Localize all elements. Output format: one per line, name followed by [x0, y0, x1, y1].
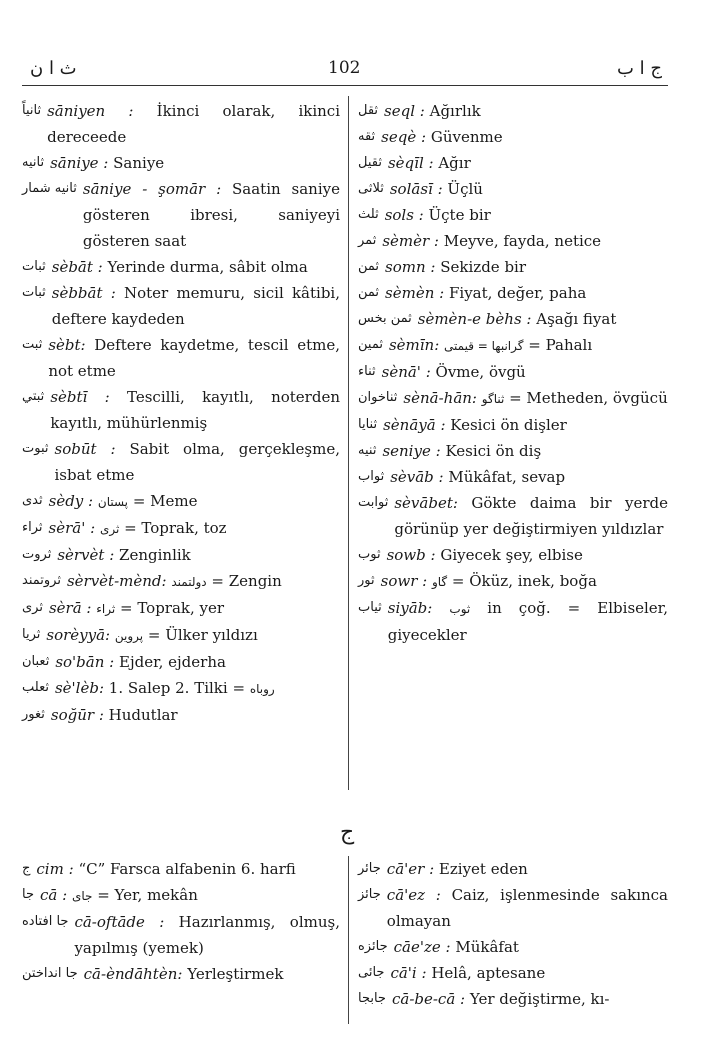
entry-arabic-word: ثريا: [22, 627, 41, 642]
entry-definition: 1. Salep 2. Tilki =: [108, 679, 246, 697]
entry-headword: sènāyā :: [383, 416, 446, 434]
entry-synonym-arabic: پروين: [114, 629, 144, 643]
entry-headword: sèmèn :: [385, 284, 445, 302]
right-column: [358, 98, 668, 648]
entry-arabic-word: ثور: [358, 573, 375, 588]
entry-headword: sèrvèt-mènd:: [66, 572, 167, 590]
entry-synonym-arabic: گرانبها = قيمتى: [444, 339, 524, 353]
entry-definition: Ejder, ejderha: [119, 653, 226, 671]
entry-headword: soğūr :: [50, 706, 104, 724]
entry-body: [46, 622, 340, 649]
entry-synonym-arabic: ثوب: [449, 602, 471, 616]
entry-definition: Helâ, aptesane: [431, 964, 546, 982]
entry-synonym-arabic: ثراء: [96, 602, 116, 616]
dictionary-entry: [358, 568, 668, 595]
right-column-section2: [358, 856, 668, 1012]
entry-definition: Hazırlanmış, olmuş, yapılmış (yemek): [74, 913, 340, 957]
entry-headword: sèbāt :: [51, 258, 103, 276]
entry-headword: sènā' :: [381, 363, 431, 381]
entry-body: [394, 490, 668, 542]
left-column-section2: [22, 856, 340, 987]
entry-arabic-word: جا افتاده: [22, 914, 69, 929]
entry-headword: solāsī :: [389, 180, 443, 198]
entry-definition: Üçte bir: [428, 206, 491, 224]
dictionary-entry: [22, 254, 340, 280]
entry-definition: in çoğ. = Elbiseler, giyecekler: [387, 599, 668, 644]
entry-arabic-word: ثبات: [22, 259, 46, 274]
entry-body: [403, 385, 668, 412]
dictionary-entry: [358, 98, 668, 124]
entry-definition: Övme, övgü: [435, 363, 526, 381]
entry-body: [418, 306, 668, 332]
entry-body: [50, 150, 340, 176]
entry-definition: Mükâfat, sevap: [448, 468, 566, 486]
entry-definition: Tescilli, kayıtlı, noterden kayıtlı, mühürlenmiş: [50, 388, 340, 432]
entry-headword: sè'lèb:: [54, 679, 104, 697]
entry-definition: = Öküz, inek, boğa: [451, 572, 597, 590]
page-number: 102: [328, 58, 361, 78]
entry-arabic-word: ثراء: [22, 520, 43, 535]
entry-definition: = Meme: [132, 492, 198, 510]
entry-headword: sowr :: [380, 572, 428, 590]
dictionary-entry: [22, 961, 340, 987]
entry-body: [55, 649, 340, 675]
entry-definition: Mükâfat: [455, 938, 519, 956]
entry-headword: siyāb:: [387, 599, 433, 617]
entry-arabic-word: ثلاثى: [358, 181, 384, 196]
header-right-letters: ج ا ب: [616, 58, 662, 79]
dictionary-entry: [358, 280, 668, 306]
entry-body: [49, 595, 340, 622]
entry-arabic-word: ثقه: [358, 129, 376, 144]
entry-synonym-arabic: روباه: [249, 682, 275, 696]
entry-body: [388, 595, 668, 648]
entry-definition: Yerinde durma, sâbit olma: [107, 258, 308, 276]
dictionary-entry: [22, 882, 340, 909]
dictionary-entry: [358, 412, 668, 438]
entry-body: [57, 542, 340, 568]
entry-arabic-word: جائز: [358, 887, 381, 902]
entry-body: [83, 176, 340, 254]
entry-headword: cāe'ze :: [393, 938, 451, 956]
entry-arabic-word: ثعلب: [22, 680, 49, 695]
dictionary-entry: [358, 176, 668, 202]
entry-definition: Kesici ön dişler: [450, 416, 567, 434]
entry-headword: somn :: [385, 258, 436, 276]
entry-headword: seql :: [384, 102, 425, 120]
page-header: [22, 58, 662, 84]
entry-definition: İkinci olarak, ikinci dereceede: [47, 102, 340, 146]
entry-arabic-word: ثبت: [22, 337, 43, 352]
entry-headword: sèbtī :: [50, 388, 110, 406]
entry-headword: sobūt :: [54, 440, 116, 458]
entry-headword: sèdy :: [48, 492, 94, 510]
entry-arabic-word: ثوب: [358, 547, 381, 562]
entry-synonym-arabic: دولتمند: [171, 575, 207, 589]
entry-definition: = Pahalı: [528, 336, 593, 354]
entry-body: [55, 436, 341, 488]
dictionary-entry: [22, 909, 340, 961]
entry-body: [382, 438, 668, 464]
entry-headword: seniye :: [382, 442, 441, 460]
dictionary-entry: [358, 306, 668, 332]
entry-body: [385, 254, 668, 280]
entry-body: [47, 98, 340, 150]
entry-body: [381, 124, 668, 150]
entry-headword: cim :: [36, 860, 74, 878]
entry-body: [390, 176, 668, 202]
entry-definition: = Toprak, yer: [119, 599, 225, 617]
section-letter: ج: [340, 820, 355, 845]
entry-headword: sènā-hān:: [403, 389, 477, 407]
dictionary-entry: [358, 882, 668, 934]
dictionary-entry: [22, 150, 340, 176]
dictionary-entry: [22, 675, 340, 702]
entry-headword: so'bān :: [55, 653, 115, 671]
dictionary-entry: [22, 488, 340, 515]
dictionary-entry: [358, 124, 668, 150]
entry-headword: cā'ez :: [386, 886, 441, 904]
left-column: [22, 98, 340, 728]
dictionary-entry: [358, 150, 668, 176]
entry-body: [36, 856, 340, 882]
entry-headword: cā-oftāde :: [74, 913, 165, 931]
entry-body: [74, 909, 340, 961]
entry-body: [382, 359, 668, 385]
entry-definition: Zenginlik: [119, 546, 191, 564]
dictionary-entry: [22, 98, 340, 150]
dictionary-entry: [22, 622, 340, 649]
dictionary-entry: [22, 856, 340, 882]
entry-headword: sèrvèt :: [57, 546, 115, 564]
dictionary-entry: [358, 254, 668, 280]
entry-arabic-word: ثانياً: [22, 103, 42, 118]
entry-definition: Meyve, fayda, netice: [443, 232, 602, 250]
entry-headword: sāniye :: [50, 154, 109, 172]
entry-arabic-word: ثقيل: [358, 155, 382, 170]
entry-arabic-word: ثمر: [358, 233, 377, 248]
dictionary-entry: [358, 438, 668, 464]
column-divider-top: [348, 96, 349, 790]
entry-body: [48, 332, 340, 384]
entry-body: [51, 702, 340, 728]
dictionary-entry: [358, 986, 668, 1012]
entry-headword: sèqīl :: [387, 154, 434, 172]
entry-arabic-word: ثروتمند: [22, 573, 61, 588]
dictionary-entry: [22, 568, 340, 595]
dictionary-entry: [22, 384, 340, 436]
dictionary-entry: [358, 385, 668, 412]
entry-arabic-word: ثوابت: [358, 495, 389, 510]
entry-headword: cā :: [40, 886, 68, 904]
dictionary-entry: [358, 595, 668, 648]
entry-arabic-word: ثناء: [358, 364, 376, 379]
entry-definition: = Ülker yıldızı: [147, 626, 258, 644]
entry-arabic-word: ثنيه: [358, 443, 377, 458]
dictionary-entry: [358, 228, 668, 254]
entry-definition: Hudutlar: [108, 706, 178, 724]
entry-synonym-arabic: ثناگو: [481, 392, 505, 406]
column-divider-bottom: [348, 856, 349, 1024]
entry-headword: sowb :: [386, 546, 436, 564]
entry-body: [84, 961, 340, 987]
entry-headword: cā-be-cā :: [391, 990, 466, 1008]
entry-body: [385, 280, 668, 306]
dictionary-entry: [358, 934, 668, 960]
entry-headword: cā'er :: [386, 860, 435, 878]
dictionary-entry: [22, 280, 340, 332]
dictionary-entry: [22, 436, 340, 488]
dictionary-entry: [358, 542, 668, 568]
entry-synonym-arabic: ثرى: [99, 522, 120, 536]
entry-headword: cā-èndāhtèn:: [83, 965, 183, 983]
dictionary-entry: [358, 856, 668, 882]
dictionary-entry: [22, 176, 340, 254]
entry-definition: Noter memuru, sicil kâtibi, deftere kaydeden: [51, 284, 340, 328]
entry-arabic-word: ثياب: [358, 600, 382, 615]
entry-definition: Caiz, işlenmesinde sakınca olmayan: [386, 886, 668, 930]
entry-body: [49, 515, 340, 542]
entry-body: [55, 675, 340, 702]
entry-arabic-word: ثمين: [358, 337, 383, 352]
entry-body: [49, 488, 340, 515]
header-rule: [22, 85, 668, 86]
entry-headword: sols :: [384, 206, 424, 224]
entry-definition: “C” Farsca alfabenin 6. harfi: [78, 860, 296, 878]
entry-headword: sèmīn:: [388, 336, 440, 354]
entry-headword: sorèyyā:: [46, 626, 111, 644]
dictionary-entry: [358, 464, 668, 490]
entry-arabic-word: جابجا: [358, 991, 386, 1006]
entry-headword: cā'i :: [390, 964, 427, 982]
entry-body: [52, 280, 340, 332]
entry-arabic-word: ثانيه: [22, 155, 45, 170]
entry-definition: = Yer, mekân: [97, 886, 198, 904]
entry-definition: Üçlü: [447, 180, 483, 198]
entry-body: [382, 228, 668, 254]
entry-headword: seqè :: [381, 128, 427, 146]
dictionary-entry: [358, 960, 668, 986]
entry-definition: = Metheden, övgücü: [509, 389, 668, 407]
entry-arabic-word: ثبات: [22, 285, 46, 300]
dictionary-entry: [22, 332, 340, 384]
entry-arabic-word: ثنايا: [358, 417, 378, 432]
entry-body: [392, 986, 668, 1012]
entry-definition: Ağır: [438, 154, 471, 172]
dictionary-entry: [22, 702, 340, 728]
entry-body: [50, 384, 340, 436]
entry-definition: Saniye: [113, 154, 165, 172]
entry-body: [387, 882, 668, 934]
entry-definition: = Zengin: [211, 572, 282, 590]
entry-definition: Giyecek şey, elbise: [440, 546, 583, 564]
entry-arabic-word: ثلث: [358, 207, 379, 222]
entry-arabic-word: ثعبان: [22, 654, 50, 669]
entry-body: [52, 254, 340, 280]
dictionary-entry: [358, 202, 668, 228]
entry-body: [387, 856, 668, 882]
dictionary-entry: [358, 490, 668, 542]
entry-definition: Saatin saniye gösteren ibresi, saniyeyi gösteren saat: [82, 180, 340, 250]
dictionary-entry: [22, 649, 340, 675]
entry-definition: = Toprak, toz: [124, 519, 227, 537]
dictionary-entry: [22, 515, 340, 542]
entry-definition: Kesici ön diş: [445, 442, 542, 460]
entry-arabic-word: ثروت: [22, 547, 52, 562]
entry-definition: Yer değiştirme, kı-: [469, 990, 610, 1008]
entry-arabic-word: ثبوت: [22, 441, 49, 456]
entry-body: [394, 934, 668, 960]
entry-headword: sèmèn-e bèhs :: [417, 310, 532, 328]
entry-arabic-word: ثمن: [358, 259, 380, 274]
entry-definition: Yerleştirmek: [187, 965, 284, 983]
entry-definition: Ağırlık: [429, 102, 481, 120]
entry-arabic-word: ج: [22, 861, 31, 876]
entry-body: [385, 202, 668, 228]
entry-arabic-word: ثانيه شمار: [22, 181, 77, 196]
entry-definition: Gökte daima bir yerde görünüp yer değiştirmiyen yıldızlar: [394, 494, 668, 538]
entry-body: [40, 882, 340, 909]
entry-headword: sèbbāt :: [51, 284, 116, 302]
entry-body: [67, 568, 340, 595]
entry-headword: sèvāb :: [390, 468, 444, 486]
entry-definition: Güvenme: [430, 128, 503, 146]
entry-synonym-arabic: پستان: [97, 495, 129, 509]
entry-body: [390, 464, 668, 490]
header-left-letters: ث ا ن: [30, 58, 77, 79]
entry-arabic-word: جائزه: [358, 939, 388, 954]
entry-arabic-word: ثرى: [22, 600, 43, 615]
entry-headword: sèmèr :: [382, 232, 439, 250]
entry-arabic-word: ثواب: [358, 469, 385, 484]
entry-headword: sèbt:: [48, 336, 86, 354]
entry-headword: sāniyen :: [47, 102, 134, 120]
entry-body: [383, 412, 668, 438]
entry-arabic-word: ثقل: [358, 103, 379, 118]
entry-arabic-word: ثمن بخس: [358, 311, 412, 326]
entry-arabic-word: جا: [22, 887, 34, 902]
entry-body: [388, 150, 668, 176]
entry-definition: Eziyet eden: [438, 860, 528, 878]
entry-arabic-word: ثبتي: [22, 389, 45, 404]
dictionary-entry: [358, 359, 668, 385]
entry-arabic-word: جائر: [358, 861, 381, 876]
entry-body: [387, 542, 668, 568]
entry-definition: Fiyat, değer, paha: [448, 284, 587, 302]
entry-arabic-word: جا انداختن: [22, 966, 78, 981]
entry-body: [381, 568, 668, 595]
dictionary-entry: [22, 595, 340, 622]
entry-headword: sèvābet:: [394, 494, 458, 512]
entry-headword: sèrā :: [48, 599, 92, 617]
entry-headword: sèrā' :: [48, 519, 96, 537]
entry-arabic-word: ثمن: [358, 285, 380, 300]
dictionary-entry: [358, 332, 668, 359]
entry-body: [384, 98, 668, 124]
entry-arabic-word: ثناخوان: [358, 390, 398, 405]
entry-synonym-arabic: جاى: [71, 889, 93, 903]
entry-synonym-arabic: گاو: [431, 575, 448, 589]
entry-definition: Aşağı fiyat: [536, 310, 617, 328]
entry-body: [390, 960, 668, 986]
entry-definition: Sekizde bir: [440, 258, 527, 276]
entry-definition: Deftere kaydetme, tescil etme, not etme: [48, 336, 340, 380]
entry-arabic-word: ثدى: [22, 493, 43, 508]
entry-headword: sāniye - şomār :: [82, 180, 222, 198]
entry-body: [389, 332, 668, 359]
entry-arabic-word: جائى: [358, 965, 385, 980]
dictionary-entry: [22, 542, 340, 568]
entry-arabic-word: ثغور: [22, 707, 45, 722]
entry-definition: Sabit olma, gerçekleşme, isbat etme: [54, 440, 340, 484]
